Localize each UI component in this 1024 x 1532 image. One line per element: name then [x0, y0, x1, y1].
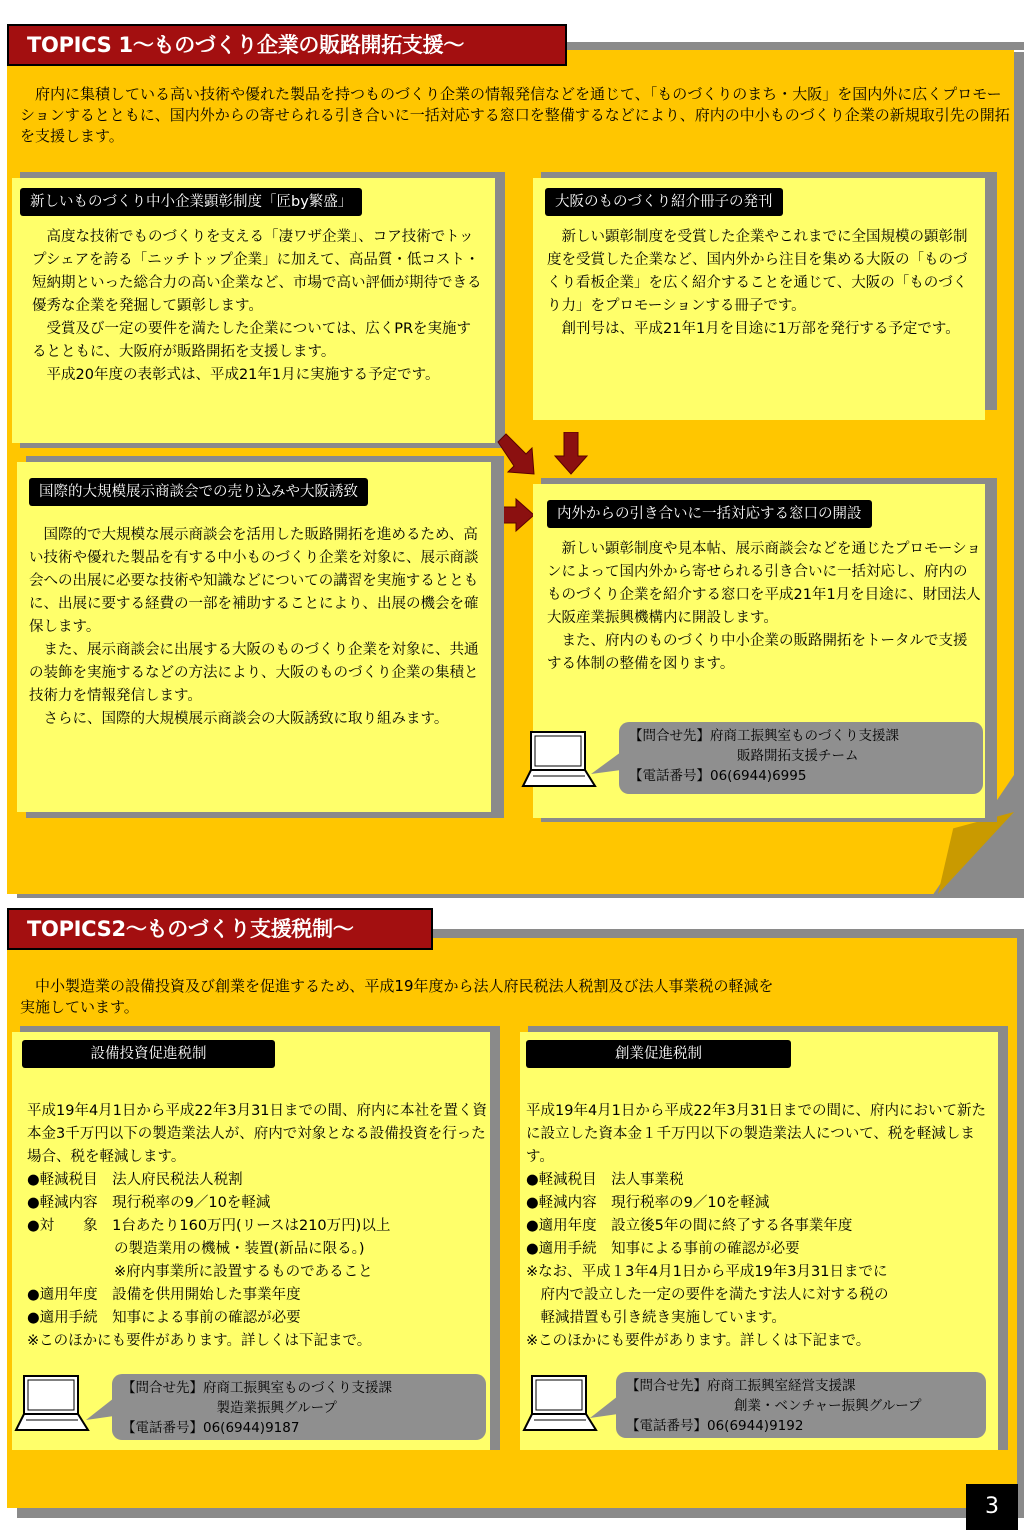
t1-box2 [533, 178, 985, 420]
laptop-icon [522, 1374, 598, 1436]
topic2-intro: 中小製造業の設備投資及び創業を促進するため、平成19年度から法人府民税法人税割及び法人事業税の軽減を 実施しています。 [20, 977, 774, 1016]
page-number: 3 [966, 1484, 1018, 1530]
t1-box4 [533, 484, 985, 818]
t2-box2 [520, 1032, 998, 1450]
contact-tail [590, 1396, 620, 1420]
t1-box1-label: 新しいものづくり中小企業顕彰制度「匠by繁盛」 [20, 188, 362, 216]
topic1-header-line [565, 42, 1024, 50]
topic1-title: TOPICS 1～ものづくり企業の販路開拓支援～ [7, 24, 567, 66]
t1-box4-label: 内外からの引き合いに一括対応する窓口の開設 [547, 500, 872, 528]
t1-box1-text: 高度な技術でものづくりを支える「凄ワザ企業」、コア技術でトップシェアを誇る「ニッチトップ企業」に加えて、高品質・低コスト・短納期といった総合力の高い企業など、市場で高い評価が期待できる優秀な企業を発掘して顕彰します。 受賞及び一定の要件を満たした企業については、広くPRを実施するとともに、大阪府が販路開拓を支援します。 平成20年度の表彰式は、平成21年1月に実施する予定です。 [32, 229, 482, 383]
laptop-icon [14, 1374, 90, 1436]
contact-tail [591, 752, 623, 776]
topic1-intro: 府内に集積している高い技術や優れた製品を持つものづくり企業の情報発信などを通じて、「ものづくりのまち・大阪」を国内外に広くプロモーションするとともに、国内外からの寄せられる引き合いに一括対応する窓口を整備するなどにより、府内の中小ものづくり企業の新規取引先の開拓を支援します。 [20, 85, 1010, 145]
arrow-down-icon [553, 432, 589, 476]
t1-box2-text: 新しい顕彰制度を受賞した企業やこれまでに全国規模の顕彰制度を受賞した企業など、国内外から注目を集める大阪の「ものづくり看板企業」を広く紹介することを通じて、大阪の「ものづくり力」をプロモーションする冊子です。 創刊号は、平成21年1月を目途に1万部を発行する予定です。 [547, 229, 968, 337]
t1-box2-label: 大阪のものづくり紹介冊子の発刊 [545, 188, 783, 216]
t1-box3-label: 国際的大規模展示商談会での売り込みや大阪誘致 [29, 478, 368, 506]
t1-box4-text: 新しい顕彰制度や見本帖、展示商談会などを通じたプロモーションによって国内外から寄せられる引き合いに一括対応し、府内のものづくり企業を紹介する窓口を平成21年1月を目途に、財団法人大阪産業振興機構内に開設します。 また、府内のものづくり中小企業の販路開拓をトータルで支援する体制の整備を図ります。 [547, 541, 981, 672]
topic2-title: TOPICS2～ものづくり支援税制～ [7, 908, 433, 950]
t2-box1-label-text: 設備投資促進税制 [90, 1046, 207, 1062]
t2-box2-label [526, 1040, 791, 1068]
t2-box2-contact: 【問合せ先】府商工振興室経営支援課 創業・ベンチャー振興グループ 【電話番号】06(6944)9192 [616, 1372, 986, 1438]
t1-box4-contact: 【問合せ先】府商工振興室ものづくり支援課 販路開拓支援チーム 【電話番号】06(6944)6995 [619, 722, 983, 794]
t2-box2-text: 平成19年4月1日から平成22年3月31日までの間に、府内において新たに設立した資本金１千万円以下の製造業法人について、税を軽減します。 ●軽減税目 法人事業税 ●軽減内容 現行税率の9／10を軽減 ●適用年度 設立後5年の間に終了する各事業年度 ●適用手続 知事による事前の確認が必要 ※なお、平成１3年4月1日から平成19年3月31日までに 府内で設立した一定の要件を満たす法人に対する税の 軽減措置も引き続き実施しています。 ※このほかにも要件があります。詳しくは下記まで。 [526, 1103, 987, 1349]
topic2-header-line [430, 929, 1024, 938]
t2-box1-text: 平成19年4月1日から平成22年3月31日までの間、府内に本社を置く資本金3千万円以下の製造業法人が、府内で対象となる設備投資を行った場合、税を軽減します。 ●軽減税目 法人府民税法人税割 ●軽減内容 現行税率の9／10を軽減 ●対 象 1台あたり160万円(リースは210万円)以上 の製造業用の機械・装置(新品に限る。) ※府内事業所に設置するものであること ●適用年度 設備を供用開始した事業年度 ●適用手続 知事による事前の確認が必要 ※このほかにも要件があります。詳しくは下記まで。 [27, 1103, 488, 1349]
t1-box1 [12, 178, 495, 443]
t2-box1-label [22, 1040, 275, 1068]
contact-tail [86, 1398, 116, 1422]
t1-box3 [17, 462, 491, 812]
laptop-icon [521, 730, 597, 792]
t1-box3-text: 国際的で大規模な展示商談会を活用した販路開拓を進めるため、高い技術や優れた製品を有する中小ものづくり企業を対象に、展示商談会への出展に必要な技術や知識などについての講習を実施するとともに、出展に要する経費の一部を補助することにより、出展の機会を確保します。 また、展示商談会に出展する大阪のものづくり企業を対象に、共通の装飾を実施するなどの方法により、大阪のものづくり企業の集積と技術力を情報発信します。 さらに、国際的大規模展示商談会の大阪誘致に取り組みます。 [29, 527, 479, 727]
t2-box2-label-text: 創業促進税制 [615, 1046, 702, 1062]
t2-box1 [12, 1032, 490, 1450]
t2-box1-contact: 【問合せ先】府商工振興室ものづくり支援課 製造業振興グループ 【電話番号】06(6944)9187 [112, 1374, 486, 1440]
